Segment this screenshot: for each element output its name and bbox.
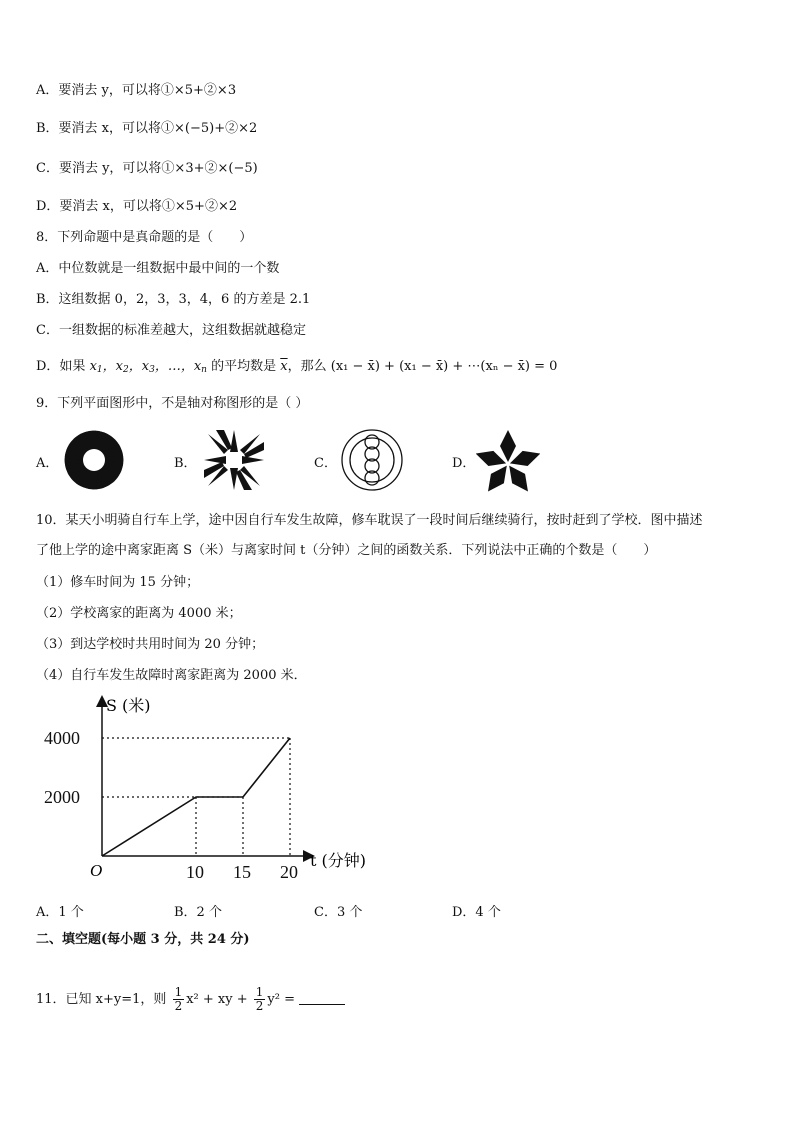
q10-stem-1: 10．某天小明骑自行车上学，途中因自行车发生故障，修车耽误了一段时间后继续骑行，按时赶到了学校．图中描述 [36,513,703,528]
y-axis-label: S (米) [106,696,151,715]
q11 [36,986,345,1013]
q8-var-xn: ，…，$x_n$ [154,359,207,375]
q9-label-a: A． [36,456,59,471]
x-axis-label: t (分钟) [310,851,367,870]
q8-var-x3: ，$x_3$ [128,359,155,375]
q11-fraction-2: $\frac{1}{2}$ [255,985,264,1013]
q8-option-d-mid: 的平均数是 [211,359,277,374]
y-tick-label: 2000 [44,787,80,807]
q10-option-a: A．1 个 [36,905,84,920]
q10-item-1: （1）修车时间为 15 分钟； [36,575,200,590]
q10-item-4: （4）自行车发生故障时离家距离为 2000 米． [36,668,307,683]
q10-option-c: C．3 个 [314,905,363,920]
q9-stem: 9．下列平面图形中，不是轴对称图形的是（ ） [36,396,309,411]
x-tick-label: 20 [280,862,298,882]
q7-option-c: C．要消去 y，可以将①×3+②×(−5) [36,161,258,176]
q10-item-3: （3）到达学校时共用时间为 20 分钟； [36,637,265,652]
q11-answer-blank [299,992,345,1005]
q9-label-c: C． [314,456,337,471]
q8-option-b: B．这组数据 0，2，3，3，4，6 的方差是 2.1 [36,292,311,307]
shape-b-star-icon [202,428,266,492]
origin-label: O [90,861,103,880]
q9-label-d: D． [452,456,476,471]
q8-xbar: $\overline{x}$ [280,359,288,374]
q8-var-x1: $x_1$ [89,359,103,375]
q8-option-d [36,358,557,379]
y-tick-label: 4000 [44,728,80,748]
q11-mid: + xy + [202,992,248,1007]
distance-time-chart [40,688,400,888]
q8-option-d-prefix: D．如果 [36,359,86,374]
q11-term-2: y² = [267,992,295,1007]
q10-stem-2: 了他上学的途中离家距离 S（米）与离家时间 t（分钟）之间的函数关系．下列说法中正确的个数是（ ） [36,543,657,558]
q11-prefix: 11．已知 x+y=1，则 [36,992,167,1007]
q8-stem: 8．下列命题中是真命题的是（ ） [36,230,253,245]
q8-option-a: A．中位数就是一组数据中最中间的一个数 [36,261,280,276]
q9-label-b: B． [174,456,197,471]
shape-d-pentagon-petals-icon [476,428,540,492]
q11-fraction-1: $\frac{1}{2}$ [174,985,183,1013]
q8-var-x2: ，$x_2$ [102,359,129,375]
q10-option-b: B．2 个 [174,905,222,920]
q8-option-c: C．一组数据的标准差越大，这组数据就越稳定 [36,323,306,338]
shape-a-spiral-icon [62,428,126,492]
q11-term-1: x² [186,992,199,1007]
x-tick-label: 15 [233,862,251,882]
section-2-title: 二、填空题(每小题 3 分，共 24 分) [36,932,250,947]
q10-item-2: （2）学校离家的距离为 4000 米； [36,606,242,621]
q7-option-b: B．要消去 x，可以将①×(−5)+②×2 [36,121,258,136]
q10-option-d: D．4 个 [452,905,501,920]
shape-c-circles-icon [340,428,404,492]
q7-option-d: D．要消去 x，可以将①×5+②×2 [36,199,238,214]
q7-option-a: A．要消去 y，可以将①×5+②×3 [36,83,237,98]
q8-formula: (x₁ − x̄) + (x₁ − x̄) + ⋯(xₙ − x̄) = 0 [330,359,558,374]
q8-option-d-tail: ，那么 [287,359,327,374]
x-tick-label: 10 [186,862,204,882]
